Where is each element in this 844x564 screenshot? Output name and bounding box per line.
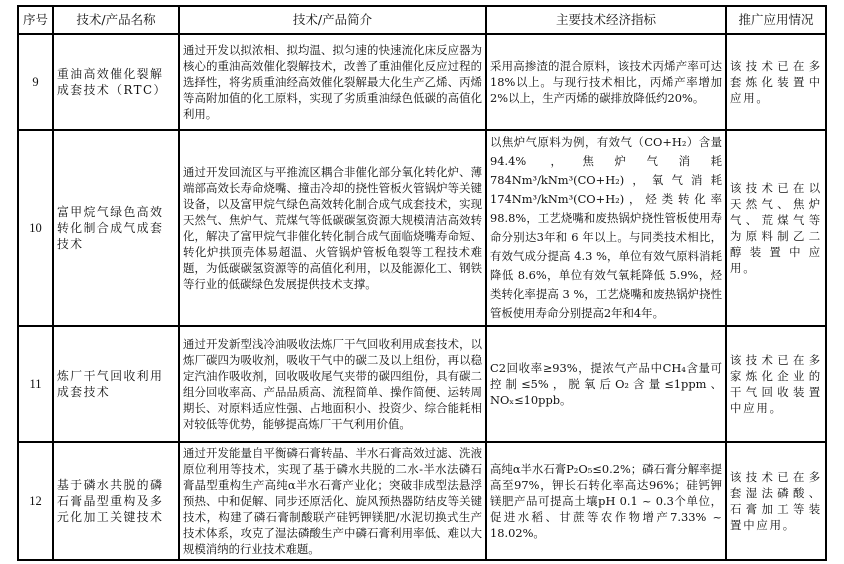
tech-application: 该技术已在多套炼化装置中应用。 xyxy=(726,34,826,130)
row-number: 11 xyxy=(18,326,53,442)
table-row xyxy=(18,442,826,560)
tech-metric: 采用高掺渣的混合原料，该技术丙烯产率可达18%以上。与现行技术相比，丙烯产率增加2%以上，生产丙烯的碳排放降低约20%。 xyxy=(486,34,726,130)
technology-table xyxy=(17,5,827,561)
row-number: 12 xyxy=(18,442,53,560)
tech-application: 该技术已在多家炼化企业的干气回收装置中应用。 xyxy=(726,326,826,442)
row-number: 9 xyxy=(18,34,53,130)
tech-metric: 高纯α半水石膏P₂O₅≤0.2%；磷石膏分解率提高至97%，钾长石转化率高达96%；硅钙钾镁肥产品可提高土壤pH 0.1 ~ 0.3个单位，促进水稻、甘蔗等农作物增产7.33% ~ 18.02%。 xyxy=(486,442,726,560)
header-metric: 主要技术经济指标 xyxy=(486,6,726,34)
tech-intro: 通过开发能量自平衡磷石膏转晶、半水石膏高效过滤、洗液原位利用等技术，实现了基于磷水共脱的二水-半水法磷石膏晶型重构生产高纯α半水石膏产业化；突破非成型法悬浮预热、中和促解、同步还原活化、旋风预热器防结皮等关键技术，构建了磷石膏制酸联产硅钙钾镁肥/水泥切换式生产技术体系，攻克了湿法磷酸生产中磷石膏利用率低、难以大规模消纳的行业技术难题。 xyxy=(179,442,486,560)
tech-application: 该技术已在多套湿法磷酸、石膏加工等装置中应用。 xyxy=(726,442,826,560)
header-intro: 技术/产品简介 xyxy=(179,6,486,34)
tech-metric: 以焦炉气原料为例，有效气（CO+H₂）含量 94.4% ，焦炉气消耗 784Nm³/kNm³(CO+H₂)，氧气消耗 174Nm³/kNm³(CO+H₂)，烃类转化率 98.8%，工艺烧嘴和废热锅炉挠性管板使用寿命分别达3年和 6 年以上。与同类技术相比，有效气成分提高 4.3 %，单位有效气原料消耗降低 8.6%，单位有效气氧耗降低 5.9%，烃类转化率提高 3 %，工艺烧嘴和废热锅炉挠性管板使用寿命分别提高2年和4年。 xyxy=(486,130,726,326)
table-header-row xyxy=(18,6,826,34)
header-application: 推广应用情况 xyxy=(726,6,826,34)
tech-intro: 通过开发回流区与平推流区耦合非催化部分氧化转化炉、薄端部高效长寿命烧嘴、撞击冷却的挠性管板火管锅炉等关键设备，以及富甲烷气绿色高效转化制合成气成套技术，实现天然气、焦炉气、荒煤气等低碳碳氢资源大规模清洁高效转化，解决了富甲烷气非催化转化制合成气面临烧嘴寿命短、转化炉拱顶壳体易超温、火管锅炉管板龟裂等工程技术难题，为低碳碳氢资源等的高值化利用，以及能源化工、钢铁等行业的低碳绿色发展提供技术支撑。 xyxy=(179,130,486,326)
header-name: 技术/产品名称 xyxy=(53,6,179,34)
table-row xyxy=(18,326,826,442)
tech-name: 炼厂干气回收利用成套技术 xyxy=(53,326,179,442)
tech-intro: 通过开发以拟浓相、拟均温、拟匀速的快速流化床反应器为核心的重油高效催化裂解技术，改善了重油催化反应过程的选择性，将劣质重油经高效催化裂解最大化生产乙烯、丙烯等高附加值的化工原料，实现了劣质重油绿色低碳的高值化利用。 xyxy=(179,34,486,130)
tech-intro: 通过开发新型浅冷油吸收法炼厂干气回收利用成套技术，以炼厂碳四为吸收剂，吸收干气中的碳二及以上组份，再以稳定汽油作吸收剂，回收吸收尾气夹带的碳四组份，具有碳二组分回收率高、产品品质高、流程简单、操作简便、运转周期长、对原料适应性强、占地面积小、投资少、综合能耗相对较低等优势，能够提高炼厂干气利用价值。 xyxy=(179,326,486,442)
row-number: 10 xyxy=(18,130,53,326)
tech-name: 基于磷水共脱的磷石膏晶型重构及多元化加工关键技术 xyxy=(53,442,179,560)
tech-name: 重油高效催化裂解成套技术（RTC） xyxy=(53,34,179,130)
header-no: 序号 xyxy=(18,6,53,34)
tech-metric: C2回收率≥93%，提浓气产品中CH₄含量可控制≤5%，脱氧后O₂含量≤1ppm、NOₓ≤10ppb。 xyxy=(486,326,726,442)
tech-name: 富甲烷气绿色高效转化制合成气成套技术 xyxy=(53,130,179,326)
tech-application: 该技术已在以天然气、焦炉气、荒煤气等为原料制乙二醇装置中应用。 xyxy=(726,130,826,326)
table-row xyxy=(18,34,826,130)
table-row xyxy=(18,130,826,326)
